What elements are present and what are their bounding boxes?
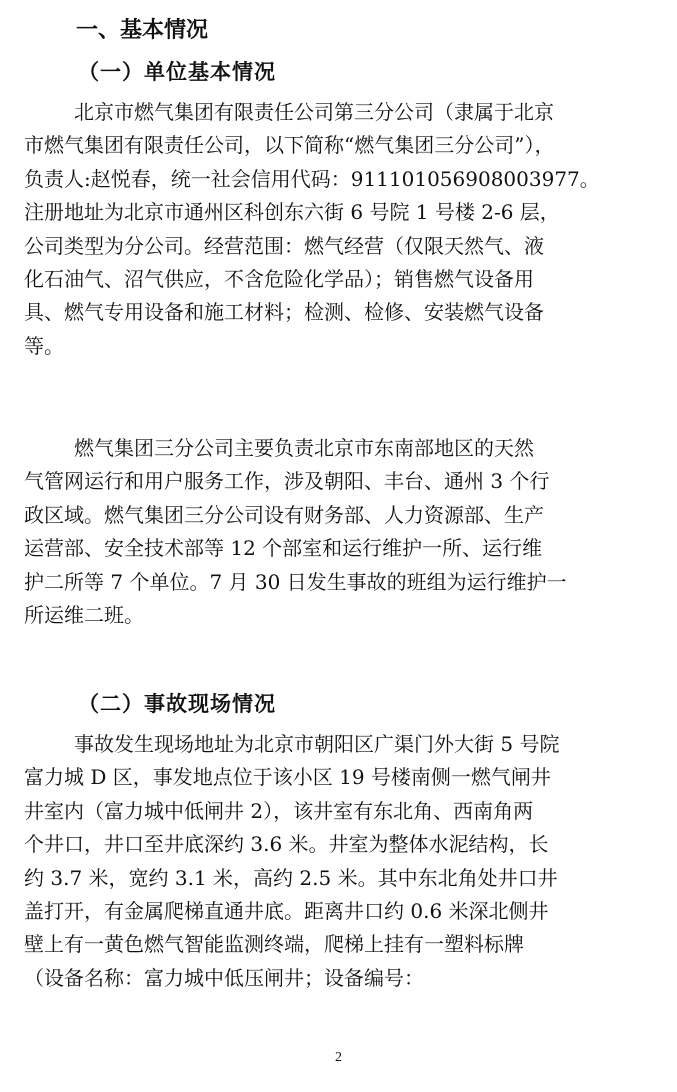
text-line: 北京市燃气集团有限责任公司第三分公司（隶属于北京 (74, 100, 554, 124)
subsection-title-scene: （二）事故现场情况 (78, 691, 276, 716)
text-line: 个井口，井口至井底深约 3.6 米。井室为整体水泥结构，长 (24, 832, 549, 857)
text-line: 具、燃气专用设备和施工材料；检测、检修、安装燃气设备 (24, 300, 544, 325)
text-line: 化石油气、沼气供应，不含危险化学品）；销售燃气设备用 (24, 266, 534, 291)
text-line: 富力城 D 区，事发地点位于该小区 19 号楼南侧一燃气闸井 (24, 765, 551, 790)
text-line: 市燃气集团有限责任公司，以下简称“燃气集团三分公司”）， (24, 133, 555, 158)
page-number: 2 (335, 1050, 342, 1065)
text-line: 负责人:赵悦春，统一社会信用代码：91110105690800397​7。 (24, 166, 600, 191)
text-line: 运营部、安全技术部等 12 个部室和运行维护一所、运行维 (24, 536, 543, 561)
text-line: （设备名称：富力城中低压闸井；设备编号： (24, 965, 424, 990)
text-line: 盖打开，有金属爬梯直通井底。距离井口约 0.6 米深北侧井 (24, 898, 549, 923)
text-line: 井室内（富力城中低闸井 2），该井室有东北角、西南角两 (24, 798, 534, 823)
paragraph-accident-scene (24, 728, 652, 995)
text-line: 护二所等 7 个单位。7 月 30 日发生事故的班组为运行维护一 (24, 569, 567, 594)
paragraph-unit-info (24, 96, 652, 363)
text-line: 政区域。燃气集团三分公司设有财务部、人力资源部、生产 (24, 502, 544, 527)
section-heading: 一、基本情况 (76, 18, 209, 43)
text-line: 等。 (24, 333, 64, 358)
text-line: 所运维二班。 (24, 602, 144, 627)
text-line: 燃气集团三分公司主要负责北京市东南部地区的天然 (74, 436, 534, 460)
subsection-title-unit: （一）单位基本情况 (78, 59, 276, 84)
text-line: 约 3.7 米，宽约 3.1 米，高约 2.5 米。其中东北角处井口井 (24, 865, 558, 890)
paragraph-company-duties (24, 432, 652, 632)
text-line: 注册地址为北京市通州区科创东六街 6 号院 1 号楼 2-6 层， (24, 200, 560, 225)
text-line: 事故发生现场地址为北京市朝阳区广渠门外大街 5 号院 (74, 732, 560, 756)
text-line: 壁上有一黄色燃气智能监测终端，爬梯上挂有一塑料标牌 (24, 932, 524, 957)
text-line: 气管网运行和用户服务工作，涉及朝阳、丰台、通州 3 个行 (24, 469, 550, 494)
text-line: 公司类型为分公司。经营范围：燃气经营（仅限天然气、液 (24, 233, 544, 258)
